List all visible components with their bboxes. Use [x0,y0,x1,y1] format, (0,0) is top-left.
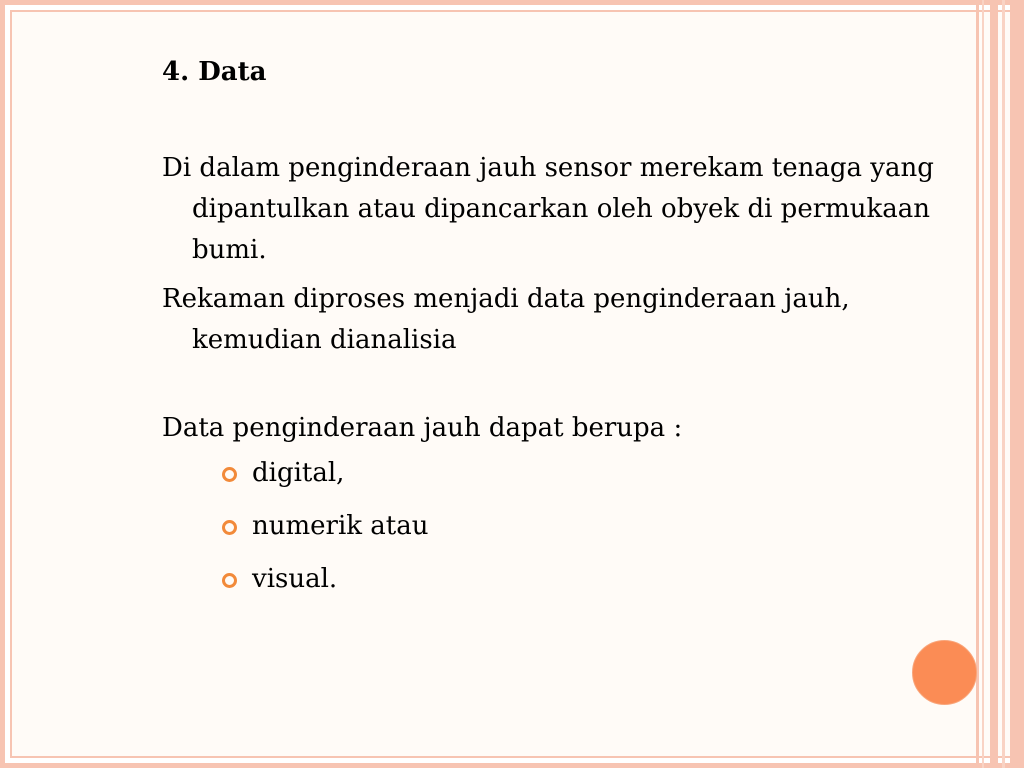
slide-heading: 4. Data [162,57,267,87]
ring-bullet-icon [222,520,237,535]
stripe [990,0,998,768]
ring-bullet-icon [222,467,237,482]
right-decorative-stripes [976,0,1024,768]
slide-content [162,52,962,614]
spacer [162,271,962,279]
stripe [982,0,984,768]
decorative-circle [912,640,977,705]
bullet-text: digital, [252,458,345,488]
stripe [976,0,979,768]
paragraph-rekaman: Rekaman diproses menjadi data penginderaan jauh, kemudian dianalisia [162,284,850,355]
list-item [222,455,962,508]
bullet-text: visual. [252,564,338,594]
paragraph-sensor: Di dalam penginderaan jauh sensor merekam tenaga yang dipantulkan atau dipancarkan oleh obyek di permukaan bumi. [162,153,934,265]
spacer [162,361,962,408]
stripe [1002,0,1005,768]
ring-bullet-icon [222,573,237,588]
bullet-list [162,455,962,614]
bullet-text: numerik atau [252,511,429,541]
stripe [1010,0,1024,768]
list-item [222,561,962,614]
list-item [222,508,962,561]
intro-line: Data penginderaan jauh dapat berupa : [162,413,683,443]
